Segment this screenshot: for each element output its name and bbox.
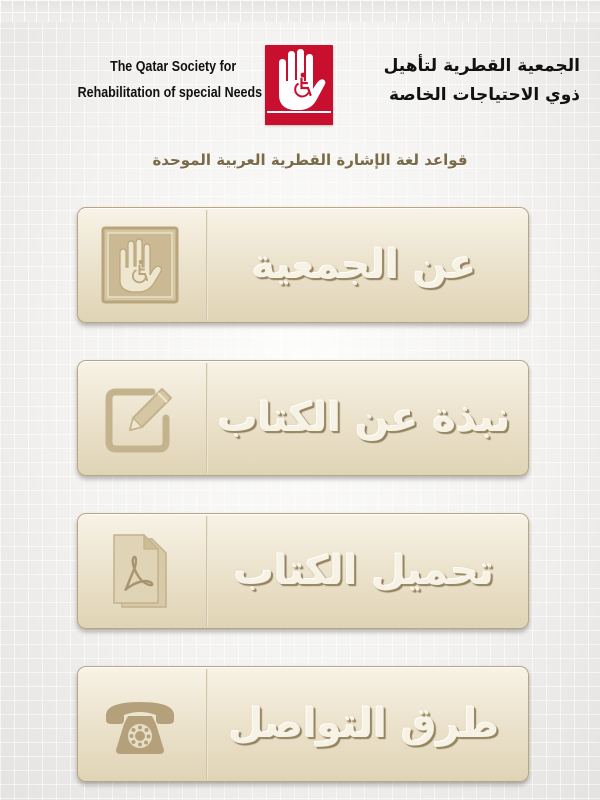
pencil-edit-icon	[100, 378, 180, 458]
org-name-ar-line2: ذوي الاحتياجات الخاصة	[388, 85, 580, 105]
org-name-ar-line1: الجمعية القطرية لتأهيل	[383, 56, 580, 76]
button-divider	[206, 669, 208, 779]
pdf-document-icon	[100, 531, 180, 611]
download-book-button[interactable]	[77, 513, 529, 629]
org-name-en	[56, 54, 262, 106]
hand-wheelchair-icon	[100, 225, 180, 305]
org-name-en-line1: The Qatar Society for	[110, 59, 237, 75]
download-book-label: تحميل الكتاب	[233, 548, 495, 594]
book-summary-label: نبذة عن الكتاب	[217, 395, 511, 441]
about-society-label: عن الجمعية	[251, 242, 477, 288]
about-society-button[interactable]	[77, 207, 529, 323]
page-subtitle: قواعد لغة الإشارة القطرية العربية الموحدة	[152, 151, 468, 169]
hand-wheelchair-logo	[265, 45, 333, 125]
button-divider	[206, 210, 208, 320]
header	[0, 40, 600, 150]
telephone-icon	[100, 684, 180, 764]
button-divider	[206, 363, 208, 473]
button-divider	[206, 516, 208, 626]
contact-methods-button[interactable]	[77, 666, 529, 782]
org-name-ar	[352, 52, 580, 110]
org-name-en-line2: Rehabilitation of special Needs	[77, 85, 263, 101]
top-strip	[0, 0, 600, 22]
book-summary-button[interactable]	[77, 360, 529, 476]
contact-methods-label: طرق التواصل	[228, 701, 500, 747]
